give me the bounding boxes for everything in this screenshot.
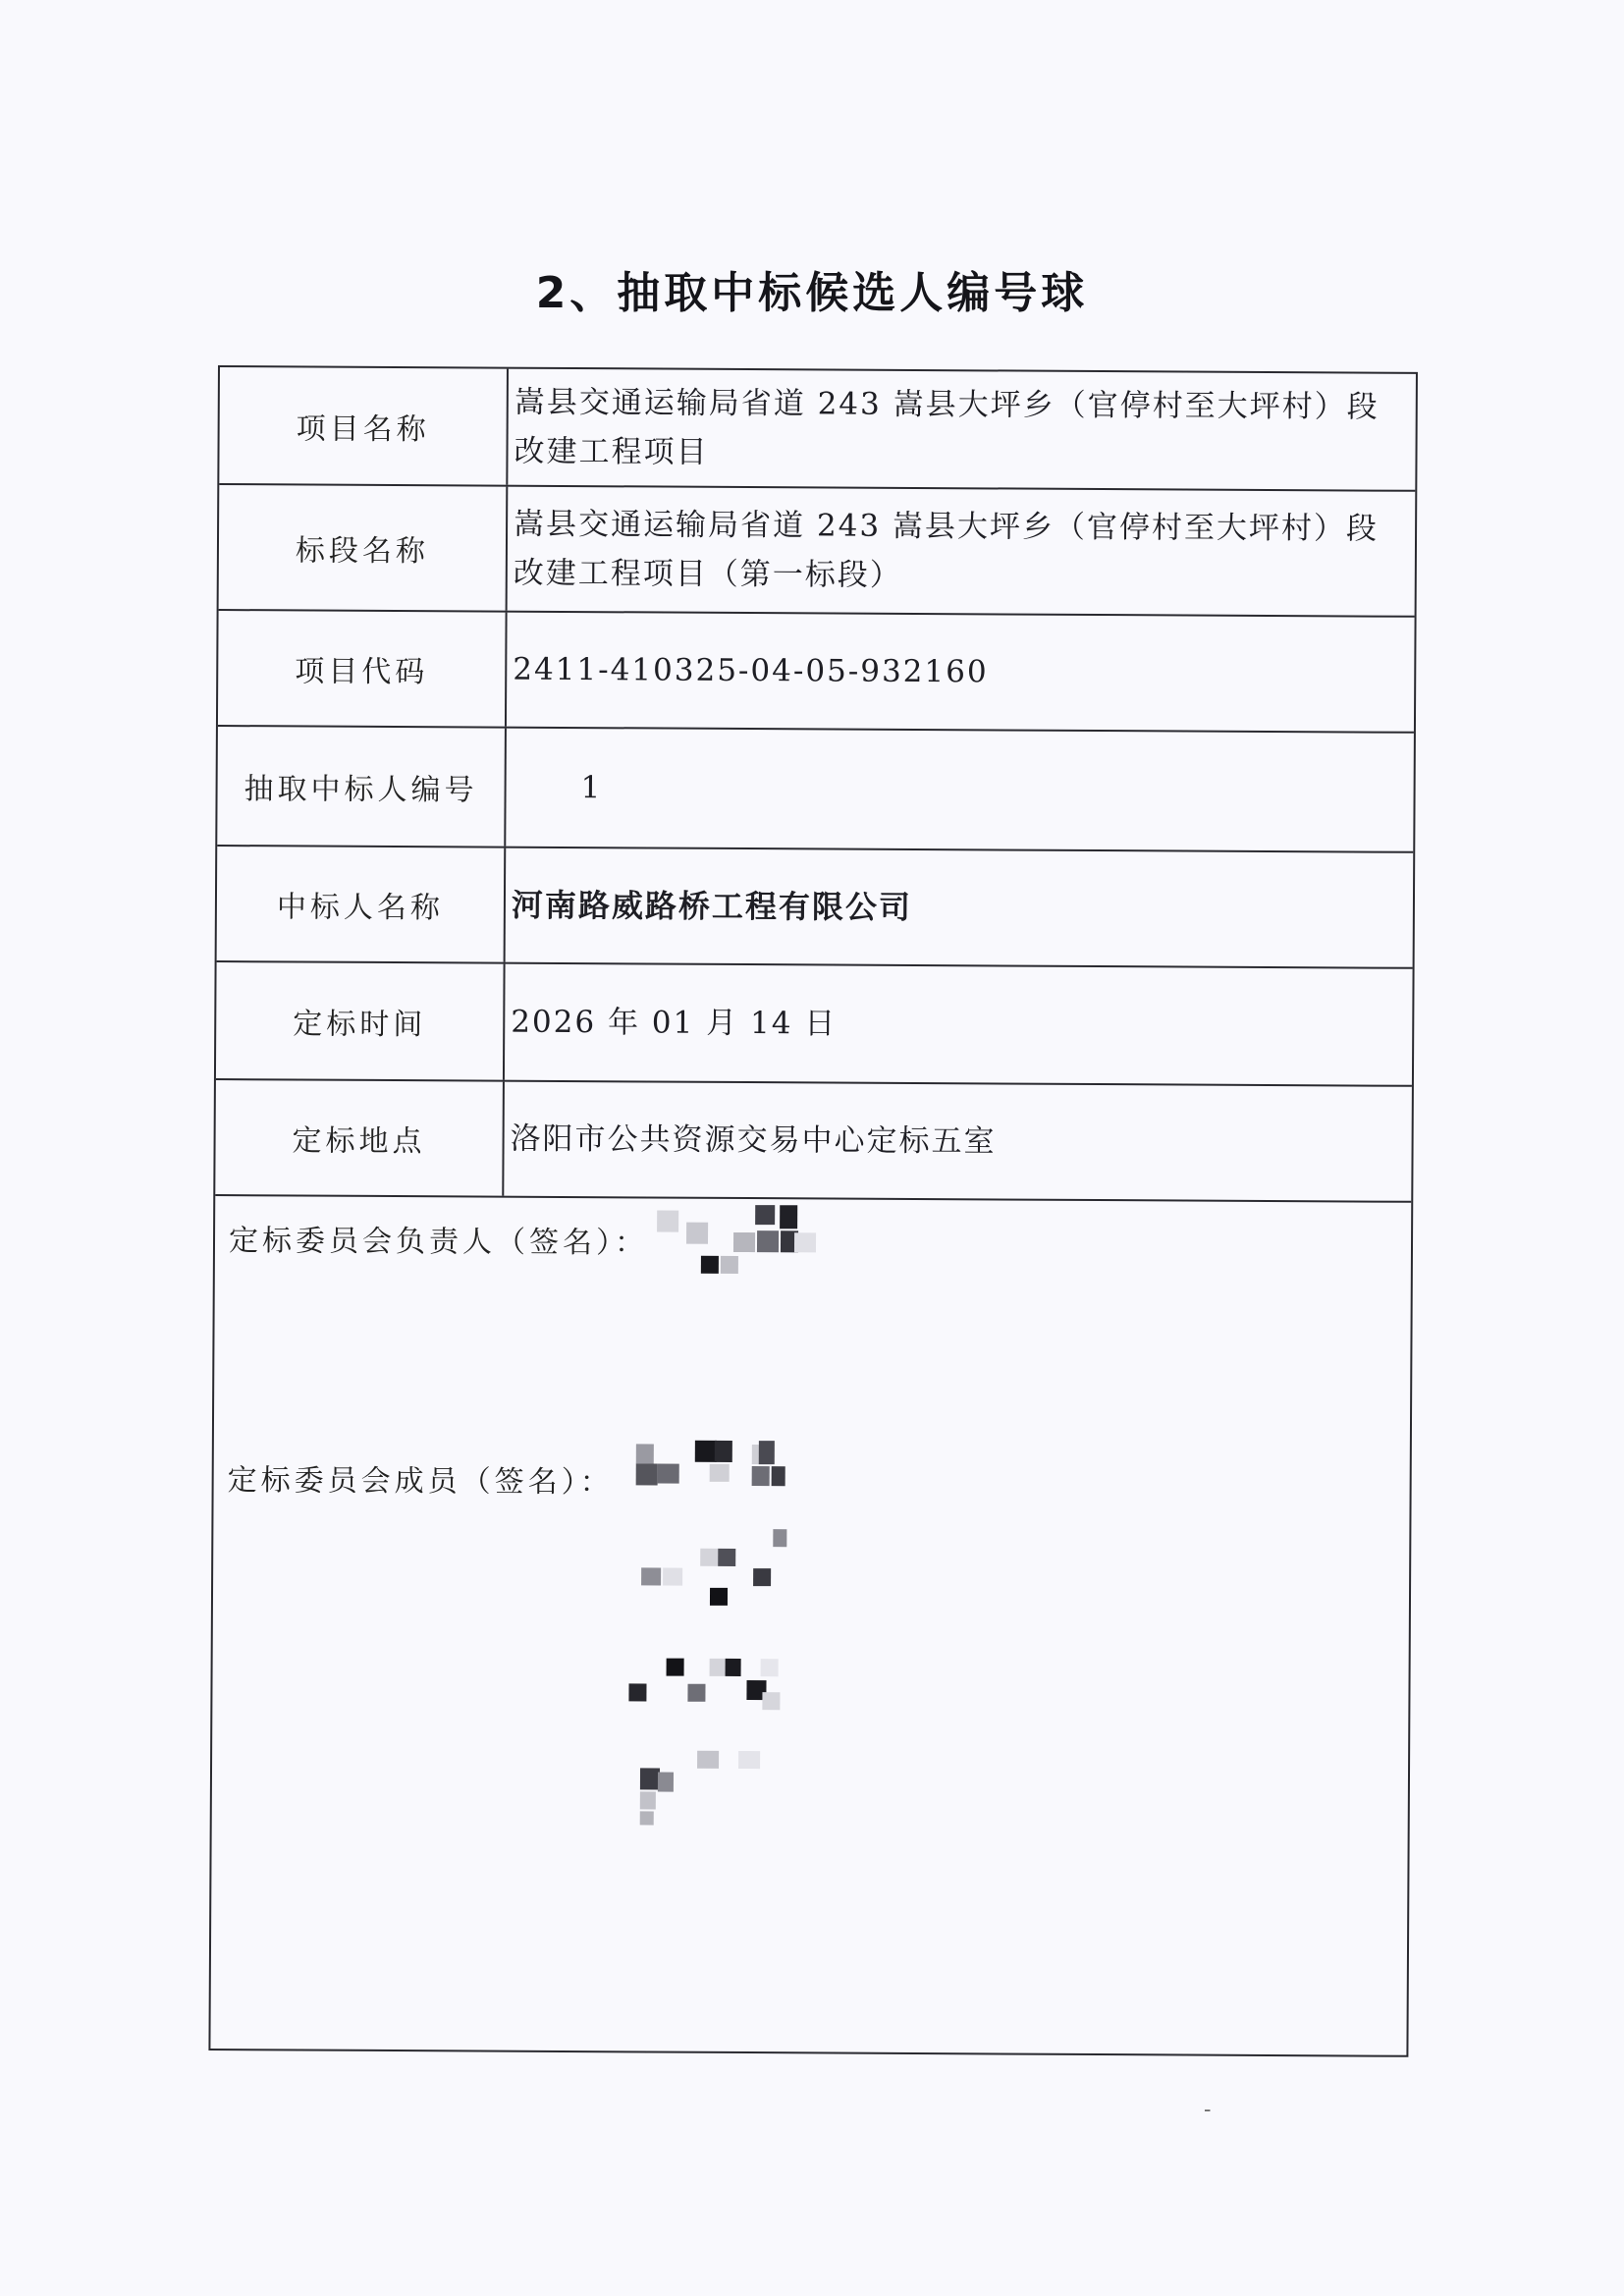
row-label: 定标时间 [216, 962, 506, 1080]
row-value: 嵩县交通运输局省道 243 嵩县大坪乡（官停村至大坪村）段改建工程项目 [514, 384, 1380, 470]
table-row-winner-name [217, 847, 1414, 969]
row-label: 中标人名称 [217, 847, 507, 962]
row-label: 标段名称 [219, 485, 509, 611]
row-label: 项目名称 [219, 367, 509, 485]
leader-signature-label: 定标委员会负责人（签名）： [228, 1224, 649, 1261]
row-label: 定标地点 [215, 1080, 505, 1196]
row-label: 项目代码 [218, 611, 508, 727]
row-value: 嵩县交通运输局省道 243 嵩县大坪乡（官停村至大坪村）段改建工程项目（第一标段） [513, 506, 1380, 593]
table-row-project-name [219, 367, 1416, 492]
table-row-project-code [218, 611, 1415, 734]
row-label: 抽取中标人编号 [217, 727, 507, 847]
row-value: 河南路威路桥工程有限公司 [511, 886, 913, 926]
scan-dot: - [1204, 2098, 1212, 2122]
row-value: 1 [580, 770, 603, 806]
page-title: 2、抽取中标候选人编号球 [535, 268, 1089, 318]
table-row-award-location [215, 1080, 1412, 1203]
table-row-section-name [219, 485, 1416, 618]
signature-section [210, 1196, 1411, 2055]
row-value: 2026 年 01 月 14 日 [511, 1004, 838, 1042]
leader-signature-redacted [627, 1202, 824, 1291]
row-value: 2411-410325-04-05-932160 [513, 651, 989, 690]
bid-form-table [208, 365, 1418, 2057]
row-value: 洛阳市公共资源交易中心定标五室 [510, 1121, 997, 1160]
table-row-winner-number [217, 727, 1414, 853]
members-signature-label: 定标委员会成员（签名）： [227, 1463, 614, 1501]
table-row-award-date [216, 962, 1413, 1087]
members-signature-redacted [604, 1434, 842, 1886]
